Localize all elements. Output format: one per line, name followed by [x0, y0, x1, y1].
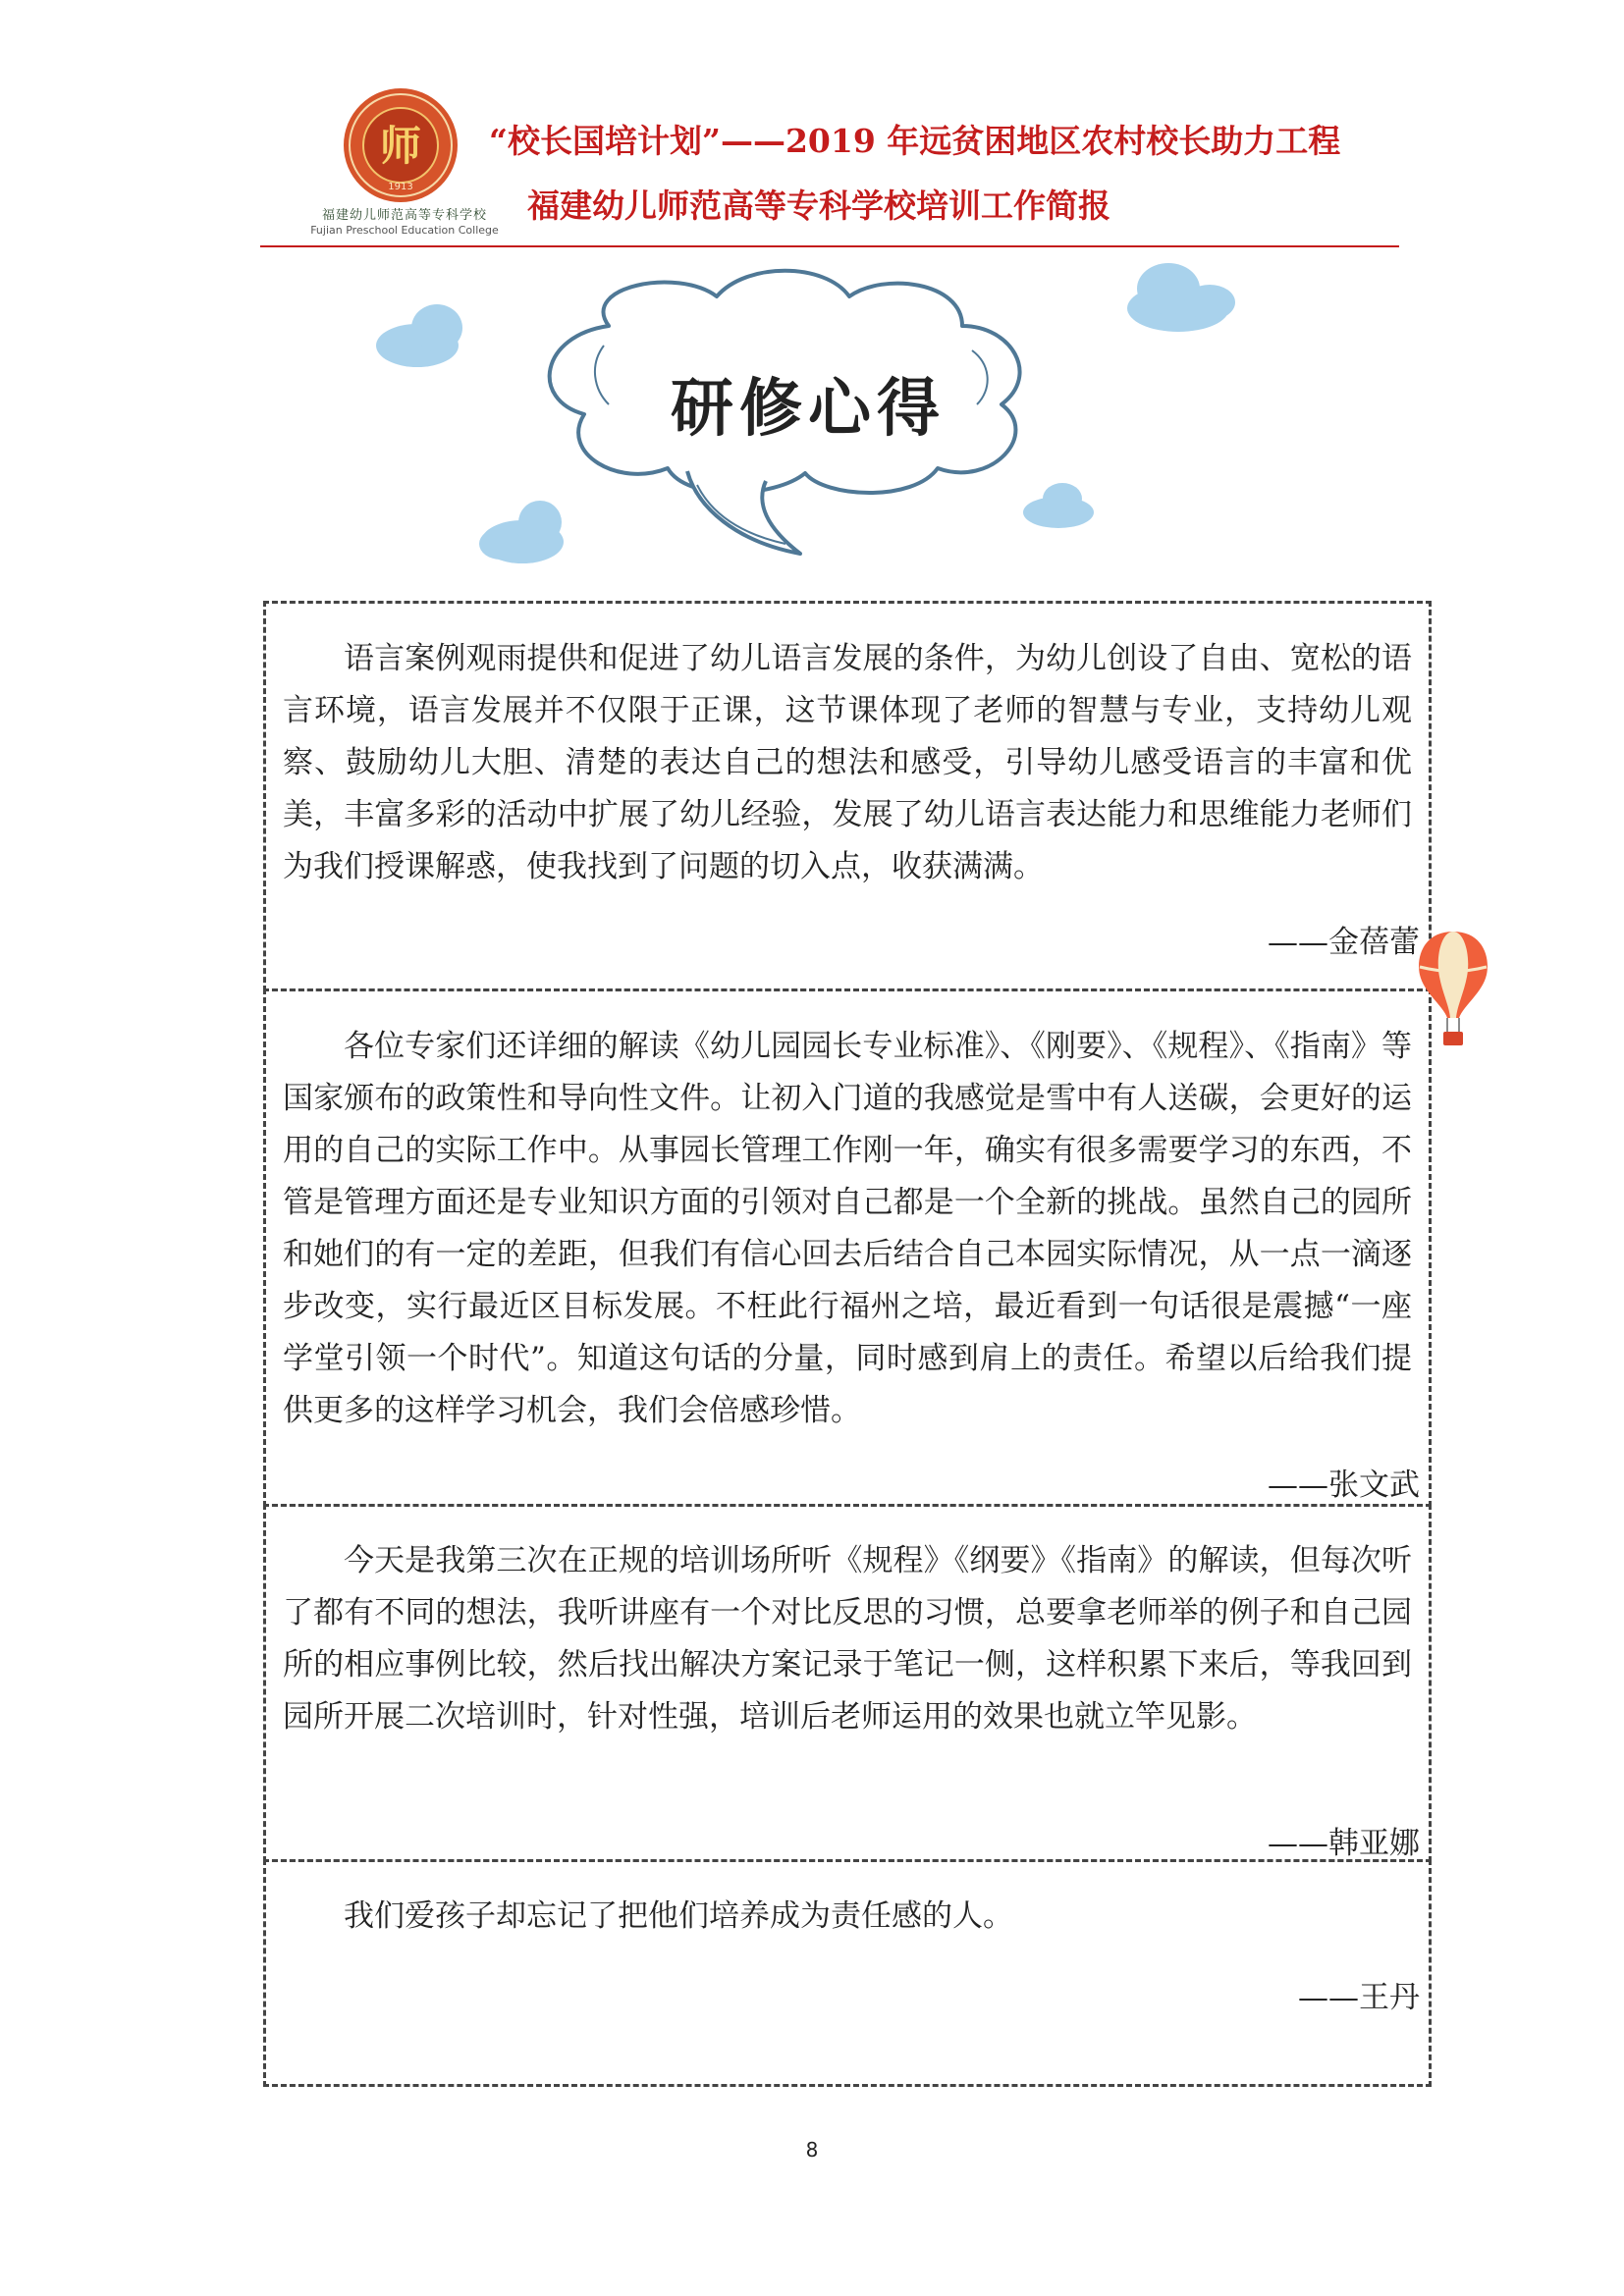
entry-text-4: 我们爱孩子却忘记了把他们培养成为责任感的人。 — [344, 1898, 1013, 1934]
entry-author-4: ——王丹 — [1298, 1980, 1420, 2015]
header-subtitle: 福建幼儿师范高等专科学校培训工作简报 — [527, 187, 1110, 225]
entry-author-3: ——韩亚娜 — [1268, 1826, 1420, 1861]
entry-text-1: 语言案例观雨提供和促进了幼儿语言发展的条件，为幼儿创设了自由、宽松的语言环境，语言发展并不仅限于正课，这节课体现了老师的智慧与专业，支持幼儿观察、鼓励幼儿大胆、清楚的表达自己的想法和感受，引导幼儿感受语言的丰富和优美，丰富多彩的活动中扩展了幼儿经验，发展了幼儿语言表达能力和思维能力老师们为我们授课解惑，使我找到了问题的切入点，收获满满。 — [283, 641, 1412, 884]
entry-text-2: 各位专家们还详细的解读《幼儿园园长专业标准》、《刚要》、《规程》、《指南》等国家颁布的政策性和导向性文件。让初入门道的我感觉是雪中有人送碳，会更好的运用的自己的实际工作中。从事园长管理工作刚一年，确实有很多需要学习的东西，不管是管理方面还是专业知识方面的引领对自己都是一个全新的挑战。虽然自己的园所和她们的有一定的差距，但我们有信心回去后结合自己本园实际情况，从一点一滴逐步改变，实行最近区目标发展。不枉此行福州之培，最近看到一句话很是震撼“一座学堂引领一个时代”。知道这句话的分量，同时感到肩上的责任。希望以后给我们提供更多的这样学习机会，我们会倍感珍惜。 — [283, 1029, 1412, 1428]
entry-text-3: 今天是我第三次在正规的培训场所听《规程》《纲要》《指南》的解读，但每次听了都有不同的想法，我听讲座有一个对比反思的习惯，总要拿老师举的例子和自己园所的相应事例比较，然后找出解决方案记录于笔记一侧，这样积累下来后，等我回到园所开展二次培训时，针对性强，培训后老师运用的效果也就立竿见影。 — [283, 1543, 1412, 1735]
header-divider — [260, 245, 1399, 247]
entry-author-2: ——张文武 — [1268, 1468, 1420, 1503]
logo-caption-cn: 福建幼儿师范高等专科学校 — [321, 208, 487, 223]
logo-year: 1913 — [388, 182, 413, 192]
hot-air-balloon-icon — [1414, 928, 1492, 1055]
page-number: 8 — [805, 2138, 819, 2162]
cloud-icon — [1023, 483, 1094, 528]
header-title: “校长国培计划”——2019 年远贫困地区农村校长助力工程 — [489, 122, 1341, 160]
logo-glyph: 师 — [379, 122, 422, 170]
entry-author-1: ——金蓓蕾 — [1268, 925, 1420, 960]
college-logo — [295, 86, 506, 243]
cloud-icon — [376, 304, 462, 367]
college-seal-icon — [295, 86, 506, 204]
cloud-icon — [1127, 263, 1235, 332]
banner-title: 研修心得 — [671, 373, 946, 446]
cloud-icon — [479, 501, 564, 563]
logo-caption-en: Fujian Preschool Education College — [310, 224, 499, 237]
